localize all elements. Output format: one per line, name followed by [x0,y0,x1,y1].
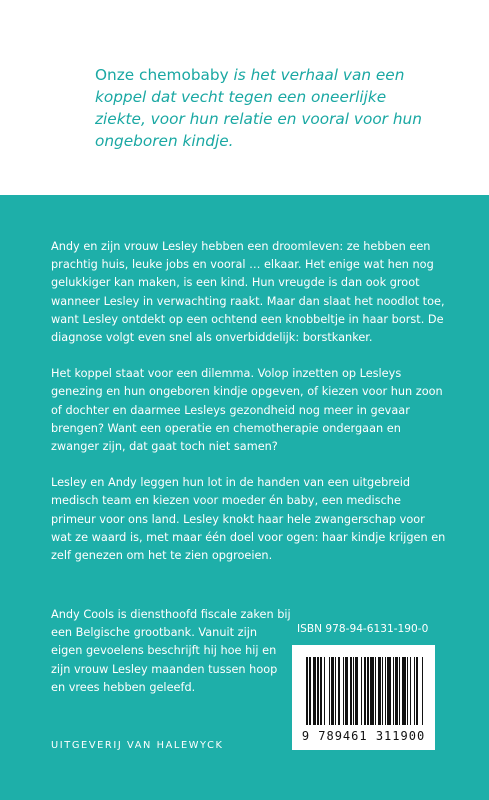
blurb-paragraph-3: Lesley en Andy leggen hun lot in de handen van een uitgebreid medisch team en kiezen voor moeder én baby, een medische primeur voor ons land. Lesley knokt haar hele zwangerschap voor wat ze waard is, met maar één doel voor ogen: haar kindje krijgen en zelf genezen om het te zien opgroeien. [51,476,446,563]
publisher-name: UITGEVERIJ VAN HALEWYCK [51,740,224,751]
barcode-stripe [423,657,424,725]
barcode [292,645,435,750]
blurb [51,238,446,583]
author-bio: Andy Cools is diensthoofd fiscale zaken bij een Belgische grootbank. Vanuit zijn eigen gevoelens beschrijft hij hoe hij en zijn vrouw Lesley maanden tussen hoop en vrees hebben geleefd. [51,608,291,694]
barcode-digits: 9 789461 311900 [301,729,426,743]
tagline-text: is het verhaal van een koppel dat vecht tegen een oneerlijke ziekte, voor hun relatie en vooral voor hun ongeboren kindje. [95,66,422,150]
isbn-label: ISBN 978-94-6131-190-0 [297,623,429,635]
tagline-book-title: Onze chemobaby [95,66,229,84]
blurb-paragraph-2: Het koppel staat voor een dilemma. Volop inzetten op Lesleys genezing en hun ongeboren kindje opgeven, of kiezen voor hun zoon of dochter en daarmee Lesleys gezondheid nog meer in gevaar brengen? Want een operatie en chemotherapie ondergaan en zwanger zijn, dat gaat toch niet samen? [51,367,443,454]
barcode-bars [306,657,424,725]
blurb-paragraph-1: Andy en zijn vrouw Lesley hebben een droomleven: ze hebben een prachtig huis, leuke jobs en vooral … elkaar. Het enige wat hen nog gelukkiger kan maken, is een kind. Hun vreugde is dan ook groot wanneer Lesley in verwachting raakt. Maar dan slaat het noodlot toe, want Lesley ontdekt op een ochtend een knobbeltje in haar borst. De diagnose volgt even snel als onverbiddelijk: borstkanker. [51,240,445,345]
tagline [95,64,435,152]
